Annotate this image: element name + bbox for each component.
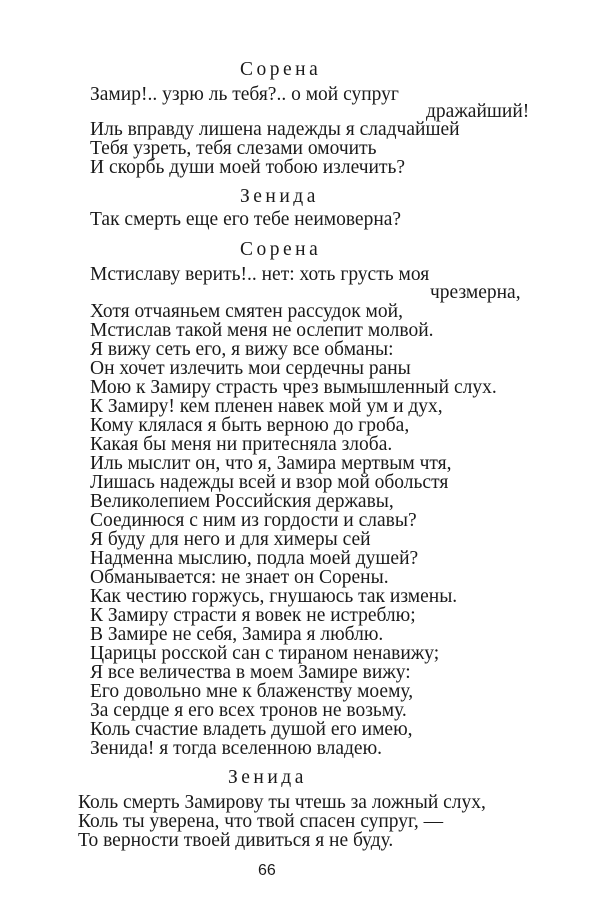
verse-line: К Замиру! кем пленен навек мой ум и дух,	[90, 396, 443, 417]
verse-line: Мстислав такой меня не ослепит молвой.	[90, 320, 434, 341]
verse-line: Какая бы меня ни притесняла злоба.	[90, 434, 393, 455]
page-number: 66	[258, 862, 276, 879]
verse-line: Как честию горжусь, гнушаюсь так измены.	[90, 586, 458, 607]
verse-line: Я все величества в моем Замире вижу:	[90, 662, 411, 683]
verse-line-continuation: чрезмерна,	[430, 282, 521, 303]
verse-line: Замир!.. узрю ль тебя?.. о мой супруг	[90, 84, 399, 105]
verse-line: Мою к Замиру страсть чрез вымышленный слух.	[90, 377, 497, 398]
verse-line-continuation: дражайший!	[426, 101, 530, 122]
verse-line: Так смерть еще его тебе неимоверна?	[90, 209, 402, 230]
speaker-name: Зенида	[240, 186, 319, 207]
verse-line: Коль ты уверена, что твой спасен супруг, —	[78, 811, 444, 832]
verse-line: То верности твоей дивиться я не буду.	[78, 830, 394, 851]
verse-line: Хотя отчаяньем смятен рассудок мой,	[90, 301, 403, 322]
verse-line: Тебя узреть, тебя слезами омочить	[90, 138, 377, 159]
verse-line: Кому клялася я быть верною до гроба,	[90, 415, 410, 436]
verse-line: Я вижу сеть его, я вижу все обманы:	[90, 339, 394, 360]
verse-line: Иль вправду лишена надежды я сладчайшей	[90, 119, 460, 140]
speaker-name: Сорена	[240, 239, 322, 260]
verse-line: К Замиру страсти я вовек не истреблю;	[90, 605, 416, 626]
verse-line: Надменна мыслию, подла моей душей?	[90, 548, 419, 569]
verse-line: Обманывается: не знает он Сорены.	[90, 567, 389, 588]
verse-line: Коль смерть Замирову ты чтешь за ложный слух,	[78, 792, 486, 813]
verse-line: Мстиславу верить!.. нет: хоть грусть моя	[90, 264, 430, 285]
speaker-name: Сорена	[240, 59, 322, 80]
verse-line: Лишась надежды всей и взор мой обольстя	[90, 472, 449, 493]
verse-line: Великолепием Российския державы,	[90, 491, 394, 512]
verse-line: За сердце я его всех тронов не возьму.	[90, 700, 407, 721]
verse-line: В Замире не себя, Замира я люблю.	[90, 624, 384, 645]
verse-line: Царицы росской сан с тираном ненавижу;	[90, 643, 440, 664]
verse-line: Он хочет излечить мои сердечны раны	[90, 358, 411, 379]
verse-line: Я буду для него и для химеры сей	[90, 529, 371, 550]
speaker-name: Зенида	[228, 767, 307, 788]
verse-line: Его довольно мне к блаженству моему,	[90, 681, 414, 702]
verse-line: Коль счастие владеть душой его имею,	[90, 719, 413, 740]
verse-line: Зенида! я тогда вселенною владею.	[90, 738, 383, 759]
verse-line: Соединюся с ним из гордости и славы?	[90, 510, 417, 531]
verse-line: И скорбь души моей тобою излечить?	[90, 157, 406, 178]
verse-line: Иль мыслит он, что я, Замира мертвым чтя,	[90, 453, 452, 474]
